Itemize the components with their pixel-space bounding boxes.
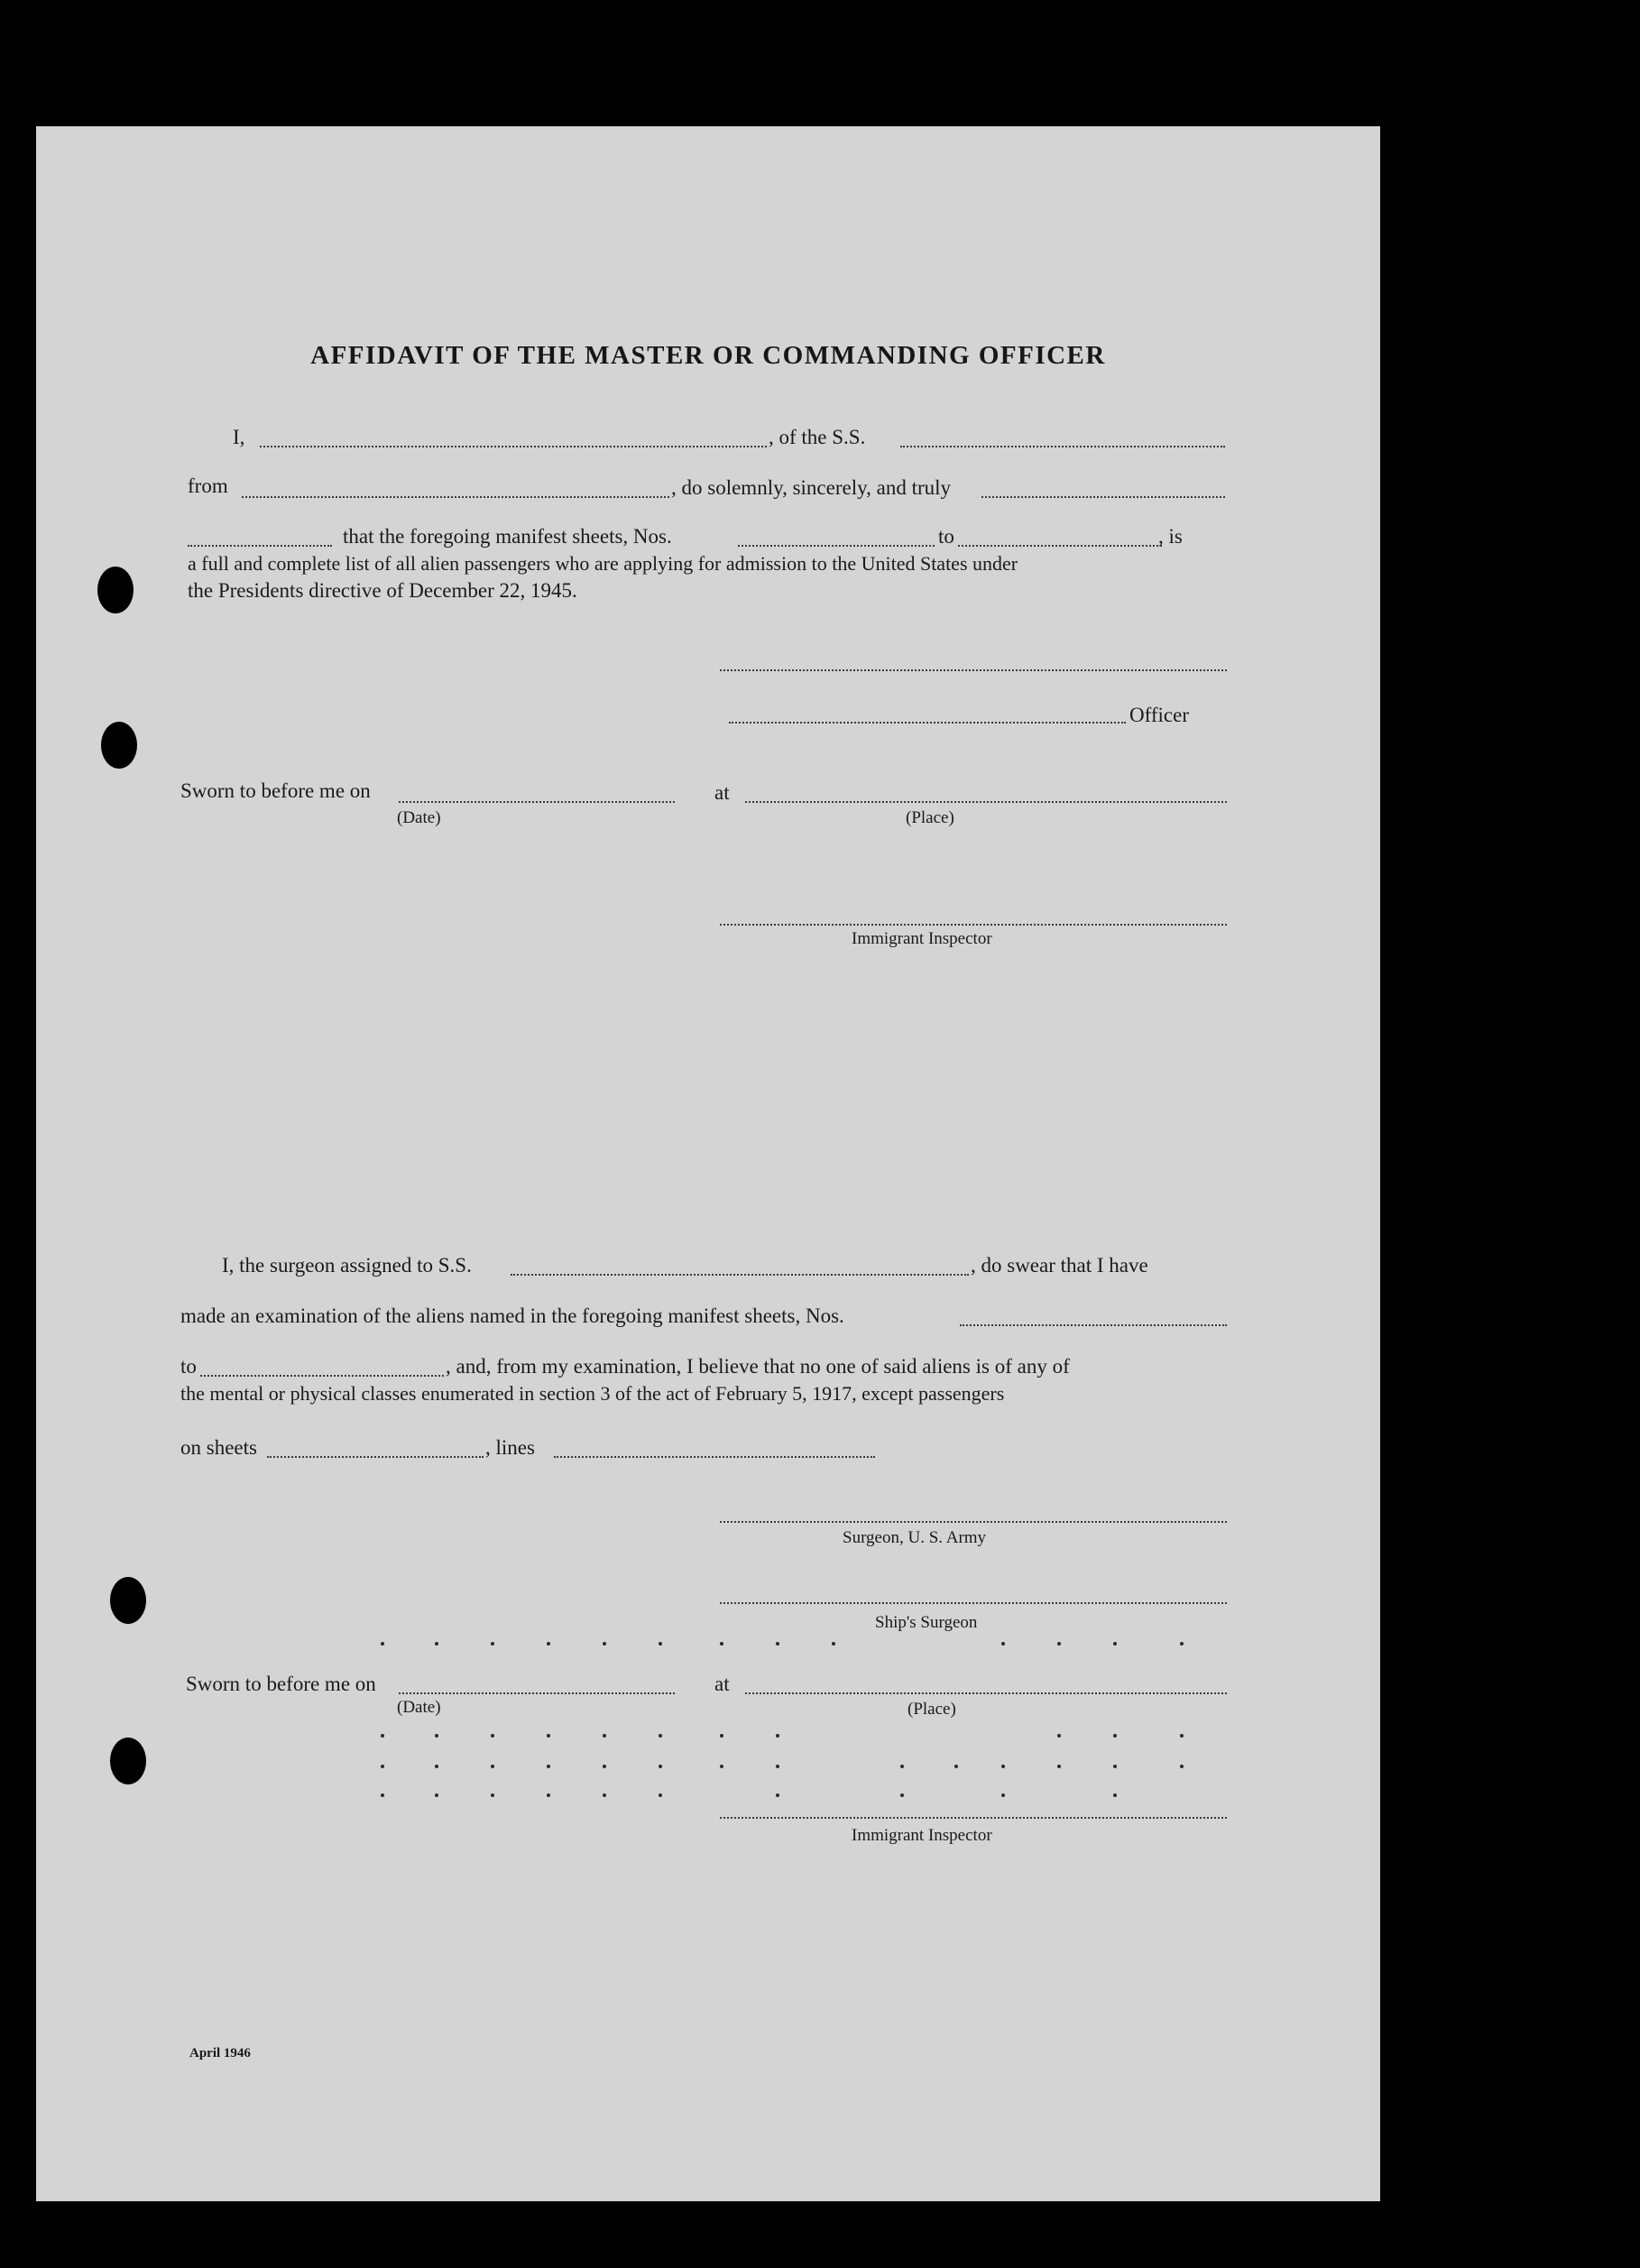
sheets-to-field[interactable] — [958, 545, 1162, 547]
surgeon-sheets-to-field[interactable] — [200, 1375, 444, 1377]
sheets-to-label: to — [938, 525, 954, 548]
affidavit-form-page — [36, 126, 1380, 2201]
ship-surgeon-signature-field[interactable] — [720, 1602, 1227, 1604]
surgeon-place-caption: (Place) — [908, 1700, 956, 1719]
master-sworn-place-field[interactable] — [745, 801, 1227, 803]
surgeon-ship-field[interactable] — [511, 1274, 969, 1276]
master-statement-line4: a full and complete list of all alien passengers who are applying for admission to the United States under — [188, 552, 1018, 575]
army-surgeon-caption: Surgeon, U. S. Army — [843, 1528, 987, 1547]
master-statement-line5: the Presidents directive of December 22, 1945. — [188, 579, 577, 602]
punch-hole — [110, 1738, 146, 1784]
officer-label: Officer — [1129, 704, 1189, 726]
master-date-caption: (Date) — [397, 808, 441, 827]
master-at-label: at — [714, 781, 730, 804]
surgeon-line1-end: , do swear that I have — [971, 1254, 1148, 1277]
master-inspector-signature-field[interactable] — [720, 924, 1227, 926]
master-signature-field[interactable] — [720, 669, 1227, 671]
surgeon-line4: the mental or physical classes enumerated in section 3 of the act of February 5, 1917, except passengers — [180, 1382, 1005, 1405]
of-ss-label: , of the S.S. — [769, 426, 866, 448]
surgeon-to-label: to — [180, 1355, 197, 1378]
master-sworn-label: Sworn to before me on — [180, 779, 371, 802]
master-place-caption: (Place) — [906, 808, 954, 827]
oath-continuation-field[interactable] — [188, 545, 332, 547]
surgeon-inspector-caption: Immigrant Inspector — [852, 1826, 992, 1845]
army-surgeon-signature-field[interactable] — [720, 1521, 1227, 1523]
punch-hole — [110, 1577, 146, 1624]
surgeon-lines-label: , lines — [485, 1436, 535, 1459]
surgeon-sworn-label: Sworn to before me on — [186, 1673, 376, 1695]
ship-surgeon-caption: Ship's Surgeon — [875, 1613, 978, 1632]
surgeon-sworn-place-field[interactable] — [745, 1692, 1227, 1694]
officer-title-field[interactable] — [729, 722, 1126, 724]
surgeon-date-caption: (Date) — [397, 1698, 441, 1717]
surgeon-sheets-label: on sheets — [180, 1436, 257, 1459]
manifest-sheets-label: that the foregoing manifest sheets, Nos. — [343, 525, 672, 548]
surgeon-line3-rest: , and, from my examination, I believe that no one of said aliens is of any of — [446, 1355, 1070, 1378]
master-inspector-caption: Immigrant Inspector — [852, 929, 992, 948]
oath-field[interactable] — [981, 496, 1225, 498]
surgeon-on-sheets-field[interactable] — [267, 1456, 484, 1458]
solemnly-label: , do solemnly, sincerely, and truly — [671, 476, 952, 499]
master-i-label: I, — [233, 426, 245, 448]
from-label: from — [188, 475, 228, 497]
sheets-from-field[interactable] — [738, 545, 935, 547]
surgeon-sworn-date-field[interactable] — [399, 1692, 675, 1694]
form-title: AFFIDAVIT OF THE MASTER OR COMMANDING OFFICER — [310, 341, 1106, 370]
is-label: , is — [1158, 525, 1183, 548]
master-ship-field[interactable] — [900, 446, 1225, 447]
punch-hole — [101, 722, 137, 769]
punch-hole — [97, 567, 134, 613]
surgeon-at-label: at — [714, 1673, 730, 1695]
surgeon-line1-start: I, the surgeon assigned to S.S. — [222, 1254, 472, 1277]
form-revision-date: April 1946 — [189, 2046, 251, 2061]
surgeon-inspector-signature-field[interactable] — [720, 1817, 1227, 1819]
master-sworn-date-field[interactable] — [399, 801, 675, 803]
surgeon-sheets-from-field[interactable] — [960, 1324, 1227, 1326]
surgeon-lines-field[interactable] — [554, 1456, 875, 1458]
master-name-field[interactable] — [260, 446, 767, 447]
from-port-field[interactable] — [242, 496, 669, 498]
surgeon-line2: made an examination of the aliens named in the foregoing manifest sheets, Nos. — [180, 1305, 844, 1327]
